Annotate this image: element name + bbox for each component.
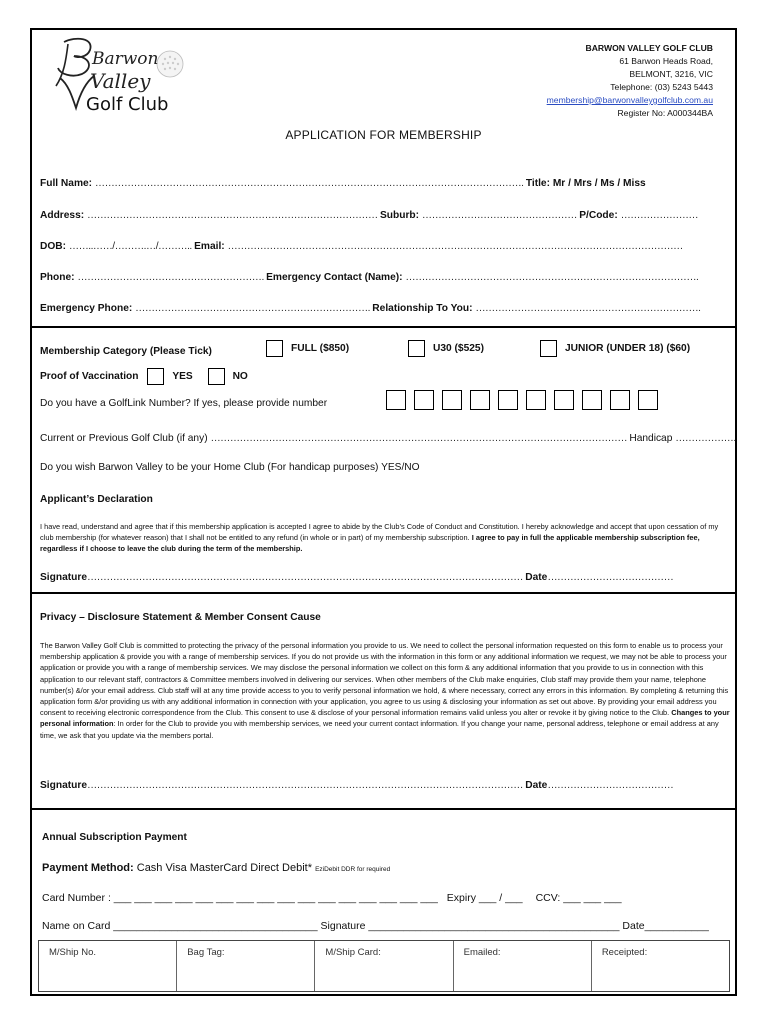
vaccination-yes-label: YES	[172, 371, 193, 383]
privacy-section	[32, 594, 735, 810]
title-label[interactable]: Title: Mr / Mrs / Ms / Miss	[525, 178, 646, 189]
membership-card-cell[interactable]: M/Ship Card:	[315, 941, 453, 991]
golflink-digit-box[interactable]	[554, 390, 574, 410]
u30-option[interactable]	[408, 340, 484, 357]
membership-form	[30, 28, 737, 996]
declaration-text	[40, 521, 730, 554]
u30-option-label: U30 ($525)	[433, 343, 484, 355]
privacy-text	[40, 640, 730, 741]
declaration-text-main: I have read, understand and agree that if this membership application is accepted I agree to abide by the Club’s Code of Conduct and Constitution. I hereby acknowledge and accept that upon cessation of my club membership (for whatever reason) that I shall not be entitled to any refund (in whole or in part) of my membership subscription.	[40, 522, 719, 542]
personal-details-section	[32, 30, 735, 328]
dob-label: DOB:	[40, 241, 67, 252]
logo-text-golf-club: Golf Club	[86, 94, 169, 115]
postcode-field[interactable]: ……………………	[620, 210, 699, 221]
address-field[interactable]: ………………………………………………………………………………	[87, 210, 380, 221]
golflink-digit-box[interactable]	[526, 390, 546, 410]
vaccination-no-label: NO	[232, 371, 248, 383]
payment-heading: Annual Subscription Payment	[42, 832, 187, 843]
declaration-signature-label: Signature	[40, 572, 87, 583]
current-club-field[interactable]: …………………………………………………………………………………………………………………	[210, 433, 630, 444]
golflink-digit-box[interactable]	[414, 390, 434, 410]
receipted-cell[interactable]: Receipted:	[601, 947, 648, 958]
payment-signature-field[interactable]: Signature ___________________________________________	[320, 920, 620, 932]
emergency-phone-row	[40, 303, 700, 314]
junior-option-label: JUNIOR (UNDER 18) ($60)	[565, 343, 691, 355]
membership-section	[32, 328, 735, 594]
dob-field[interactable]: ……..……/……….…/………..	[68, 241, 195, 252]
declaration-date-field[interactable]: …………………………………	[547, 572, 674, 583]
current-club-row	[40, 433, 736, 444]
relationship-label: Relationship To You:	[372, 303, 473, 314]
address-label: Address:	[40, 210, 85, 221]
vaccination-row	[40, 368, 248, 385]
payment-section	[32, 810, 735, 938]
home-club-question: Do you wish Barwon Valley to be your Home Club (For handicap purposes) YES/NO	[40, 462, 420, 473]
handicap-field[interactable]: ……………….	[675, 433, 736, 444]
card-name-row	[42, 920, 709, 932]
privacy-text-bold: Changes to your personal information	[40, 708, 730, 729]
club-name: BARWON VALLEY GOLF CLUB	[585, 43, 713, 53]
club-email-link[interactable]: membership@barwonvalleygolfclub.com.au	[546, 95, 713, 105]
membership-category-label: Membership Category (Please Tick)	[40, 346, 212, 357]
privacy-text-part-2: : In order for the Club to provide you with membership services, we need your current contact information. If you change your name, personal address, telephone or email address at any time, we ask that you update via the members portal.	[40, 719, 719, 740]
declaration-signature-row	[40, 572, 673, 583]
membership-number-cell[interactable]: M/Ship No.	[39, 941, 177, 991]
logo-text-valley: Valley	[90, 69, 151, 93]
bag-tag-cell[interactable]: Bag Tag:	[177, 941, 315, 991]
full-name-row	[40, 178, 646, 189]
address-row	[40, 210, 698, 221]
full-name-label: Full Name:	[40, 178, 93, 189]
full-option-label: FULL ($850)	[291, 343, 350, 355]
suburb-label: Suburb:	[379, 210, 420, 221]
expiry-field[interactable]: Expiry ___ / ___	[446, 892, 523, 904]
vaccination-yes-checkbox[interactable]	[147, 368, 164, 385]
golflink-question: Do you have a GolfLink Number? If yes, please provide number	[40, 398, 328, 409]
declaration-date-label: Date	[525, 572, 548, 583]
payment-method-label: Payment Method:	[42, 862, 134, 874]
payment-methods[interactable]: Cash Visa MasterCard Direct Debit*	[136, 862, 312, 874]
u30-checkbox[interactable]	[408, 340, 425, 357]
suburb-field[interactable]: …………………………………………	[421, 210, 580, 221]
card-number-row	[42, 892, 622, 904]
privacy-signature-row	[40, 780, 673, 791]
privacy-text-part-1: The Barwon Valley Golf Club is committed to protecting the privacy of the personal information you provide to us. We need to collect the personal information requested on this form to enable us to process your membership application & provide you with a range of membership services. If you do not provide us with the information in this form or any additional information we request, we may not be able to process your application or provide you with a range of membership services. We may disclose the personal information we collect on this form & any additional information that you provide to us in connection with this application to our relevant staff, contractors & Committee members involved in delivering our services. When other members of the Club make enquiries, Club staff may provide them your name, telephone number(s) &/or your email address. Club staff will at any time provide access to you to verify personal information we hold, & where necessary, correct any errors in this information. By completing & returning this application form &/or providing us with any additional information in connection with your application, you agree to us using & disclosing your information as set out above. By providing your email address you consent to receiving electronic correspondence from the Club. This consent to use & disclose of your personal information remains valid unless you alter or revoke it by giving notice to the Club.	[40, 641, 729, 718]
golflink-digit-box[interactable]	[442, 390, 462, 410]
dob-email-row	[40, 241, 683, 252]
privacy-heading: Privacy – Disclosure Statement & Member Consent Cause	[40, 612, 321, 623]
privacy-signature-field[interactable]: ………………………………………………………………………………………………………………………	[86, 780, 526, 791]
club-register-number: Register No: A000344BA	[617, 108, 713, 118]
direct-debit-note: EziDebit DDR for required	[315, 866, 391, 873]
golflink-digit-box[interactable]	[582, 390, 602, 410]
club-address-1: 61 Barwon Heads Road,	[619, 56, 713, 66]
vaccination-no-checkbox[interactable]	[208, 368, 225, 385]
golflink-number-boxes[interactable]	[386, 390, 666, 410]
ccv-field[interactable]: CCV: ___ ___ ___	[535, 892, 622, 904]
club-logo	[46, 34, 196, 116]
golflink-digit-box[interactable]	[638, 390, 658, 410]
privacy-date-label: Date	[525, 780, 548, 791]
name-on-card-field[interactable]: Name on Card ___________________________________	[42, 920, 318, 932]
privacy-date-field[interactable]: …………………………………	[547, 780, 674, 791]
phone-field[interactable]: ………………………………………………….	[77, 272, 267, 283]
club-address-2: BELMONT, 3216, VIC	[629, 69, 713, 79]
declaration-text-bold: I agree to pay in full the applicable membership subscription fee, regardless if I choose to leave the club during the term of the membership.	[40, 533, 700, 553]
vaccination-label: Proof of Vaccination	[40, 371, 139, 383]
email-label: Email:	[194, 241, 225, 252]
club-telephone: Telephone: (03) 5243 5443	[610, 82, 713, 92]
golflink-digit-box[interactable]	[386, 390, 406, 410]
emailed-cell[interactable]: Emailed:	[454, 941, 592, 991]
current-club-label: Current or Previous Golf Club (if any)	[40, 433, 208, 444]
club-contact-info	[547, 42, 713, 120]
payment-method-row	[42, 862, 390, 874]
postcode-label: P/Code:	[579, 210, 618, 221]
junior-option[interactable]	[540, 340, 690, 357]
relationship-field[interactable]: …………………………………………………………….	[475, 303, 701, 314]
emergency-contact-label: Emergency Contact (Name):	[266, 272, 403, 283]
full-checkbox[interactable]	[266, 340, 283, 357]
form-title: APPLICATION FOR MEMBERSHIP	[285, 128, 482, 142]
logo-text-barwon: Barwon	[92, 49, 159, 69]
emergency-contact-field[interactable]: ……………………………………………………………………………….	[405, 272, 699, 283]
declaration-signature-field[interactable]: ………………………………………………………………………………………………………………………	[86, 572, 526, 583]
golflink-digit-box[interactable]	[470, 390, 490, 410]
golflink-digit-box[interactable]	[610, 390, 630, 410]
card-number-field[interactable]: ___ ___ ___ ___ ___ ___ ___ ___ ___ ___ ___ ___ ___ ___ ___ ___	[113, 892, 438, 904]
junior-checkbox[interactable]	[540, 340, 557, 357]
card-number-label: Card Number :	[42, 892, 111, 904]
golflink-digit-box[interactable]	[498, 390, 518, 410]
declaration-heading: Applicant’s Declaration	[40, 494, 153, 505]
email-field[interactable]: ……………………………………………………………………………………………………………………………	[227, 241, 683, 252]
phone-label: Phone:	[40, 272, 75, 283]
full-option[interactable]	[266, 340, 349, 357]
emergency-phone-label: Emergency Phone:	[40, 303, 133, 314]
full-name-field[interactable]: …………………………………………………………………………………………………………………….	[94, 178, 526, 189]
emergency-phone-field[interactable]: ……………………………………………………………….	[135, 303, 373, 314]
payment-date-field[interactable]: Date___________	[622, 920, 709, 932]
phone-row	[40, 272, 698, 283]
handicap-label: Handicap	[629, 433, 673, 444]
privacy-signature-label: Signature	[40, 780, 87, 791]
office-use-table	[38, 940, 730, 992]
